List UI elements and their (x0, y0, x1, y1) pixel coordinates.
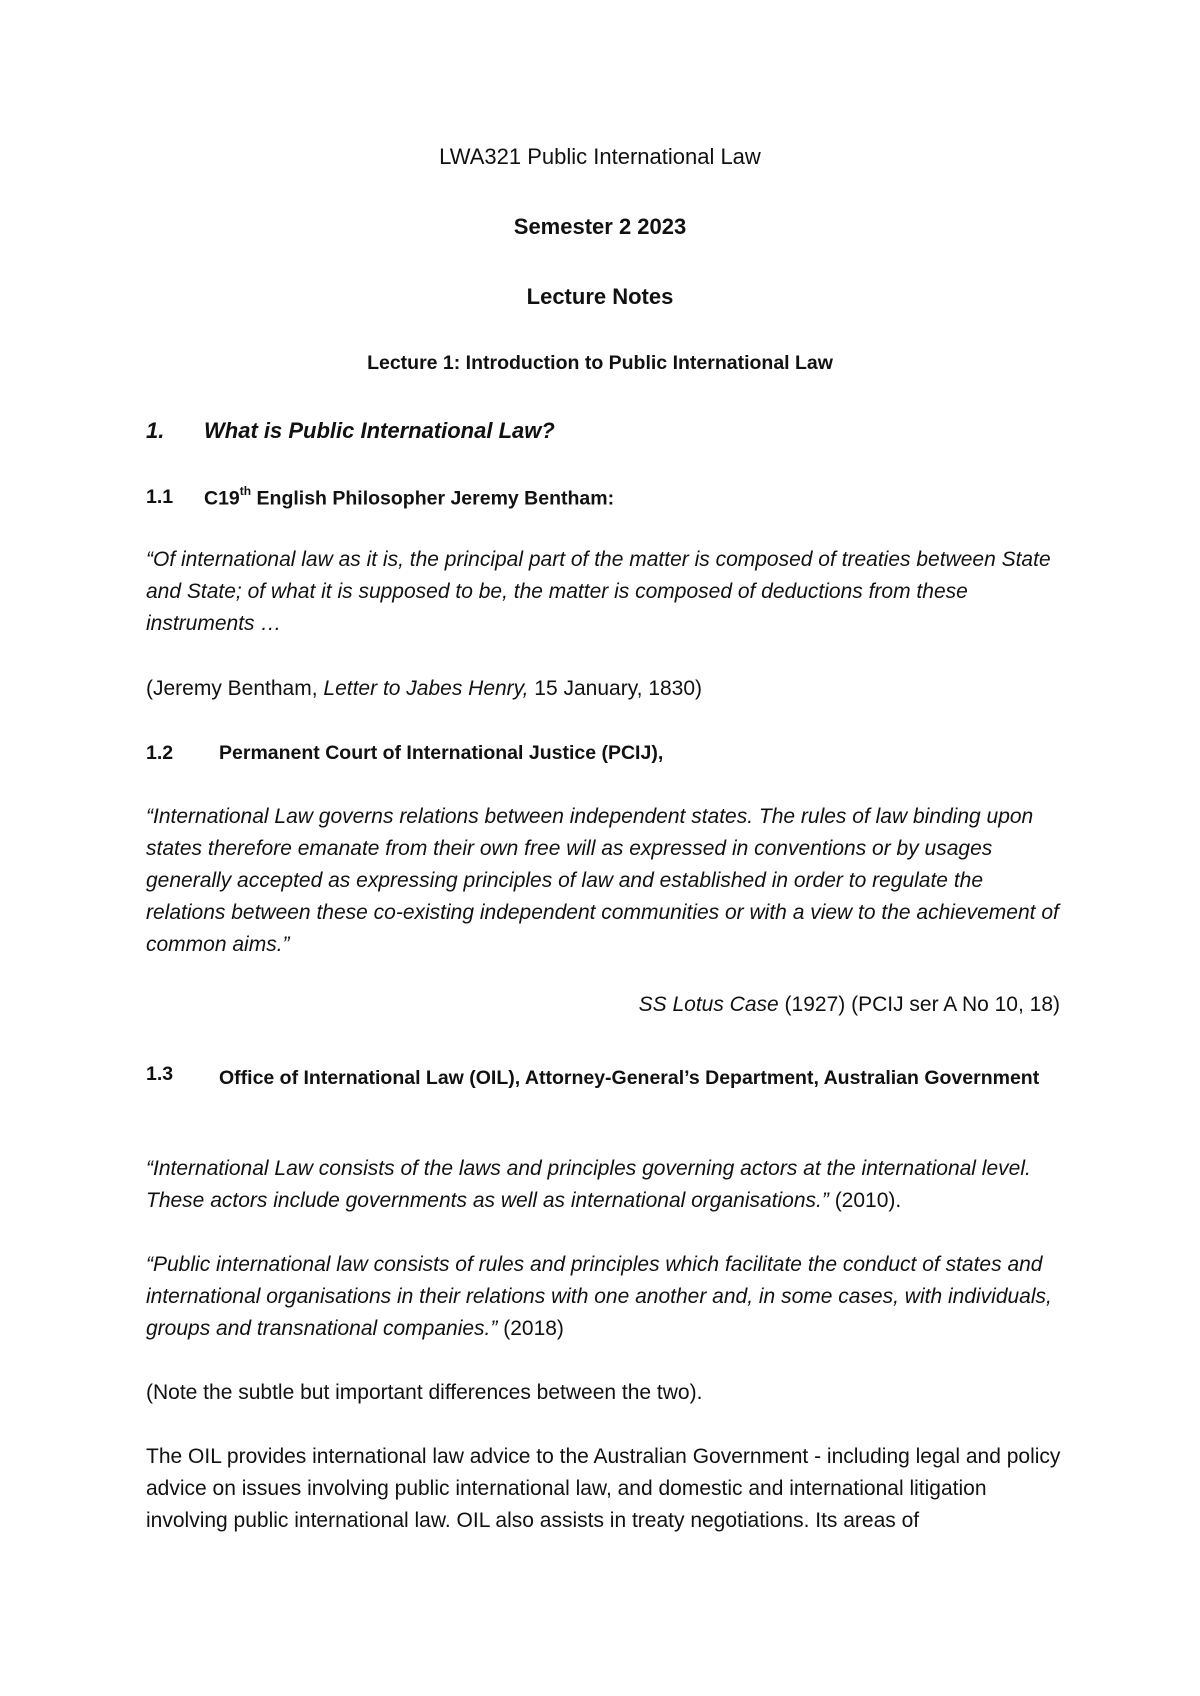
oil-quote-2010: “International Law consists of the laws and principles governing actors at the international level. These actors include governments as well as international organisations.” (2010). (146, 1157, 1031, 1212)
oil-quote-2018: “Public international law consists of rules and principles which facilitate the conduct of states and international organisations in their relations with one another and, in some cases, with individuals, groups and transnational companies.” (2018) (146, 1253, 1052, 1340)
bentham-quote: “Of international law as it is, the principal part of the matter is composed of treaties between State and State; of what it is supposed to be, the matter is composed of deductions from these instruments … (146, 548, 1051, 635)
oil-body-paragraph: The OIL provides international law advice to the Australian Government - including legal and policy advice on issues involving public international law, and domestic and international litigation involving public international law. OIL also assists in treaty negotiations. Its areas of (146, 1445, 1061, 1532)
document-title: LWA321 Public International Law (439, 144, 761, 169)
section-1-2-number: 1.2 (146, 742, 174, 764)
pcij-quote: “International Law governs relations between independent states. The rules of law binding upon states therefore emanate from their own free will as expressed in conventions or by usages generally accepted as expressing principles of law and established in order to regulate the relations between these co-existing independent communities or with a view to the achievement of common aims.” (146, 805, 1059, 956)
section-1-3-number: 1.3 (146, 1063, 174, 1085)
bentham-citation: (Jeremy Bentham, Letter to Jabes Henry, 15 January, 1830) (146, 677, 703, 700)
semester-label: Semester 2 2023 (513, 214, 687, 239)
lotus-citation: SS Lotus Case (1927) (PCIJ ser A No 10, 18) (638, 993, 1060, 1016)
section-1-1-heading: C19th English Philosopher Jeremy Bentham: (204, 484, 615, 510)
section-1-title: What is Public International Law? (204, 418, 555, 443)
section-1-1-number: 1.1 (146, 486, 174, 508)
section-1-3-heading: Office of International Law (OIL), Attorney-General’s Department, Australian Government (219, 1067, 1040, 1089)
note-paragraph: (Note the subtle but important differences between the two). (146, 1381, 703, 1404)
document-type: Lecture Notes (526, 284, 674, 309)
section-1-2-heading: Permanent Court of International Justice (PCIJ), (219, 742, 664, 764)
lecture-title: Lecture 1: Introduction to Public International Law (367, 352, 833, 374)
section-1-number: 1. (146, 418, 165, 443)
